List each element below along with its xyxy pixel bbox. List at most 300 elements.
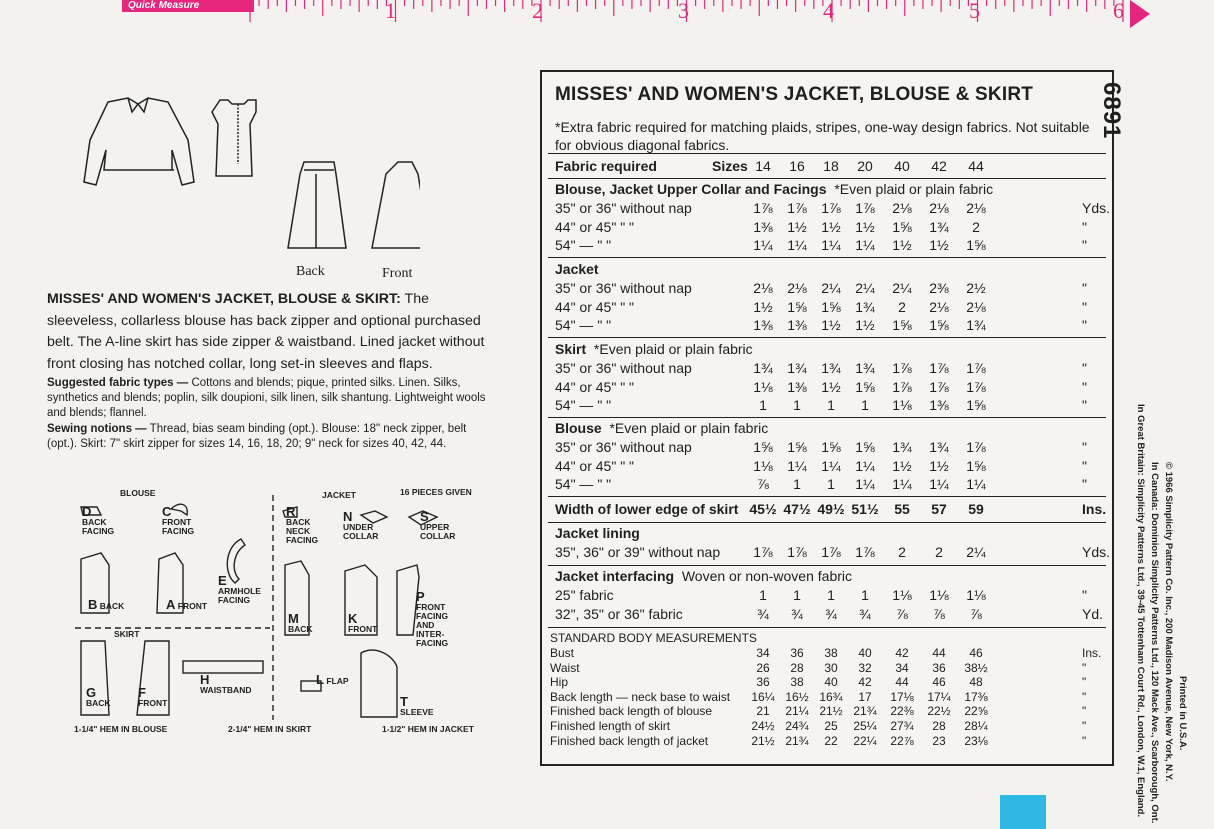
cell-value: 1⅝ <box>855 378 875 395</box>
cell-value: 40 <box>824 675 838 690</box>
cell-value: 44 <box>932 646 946 660</box>
cell-value: 16¼ <box>751 689 775 704</box>
piece-m-label: M BACK <box>288 611 313 634</box>
measurement-row <box>550 719 1104 733</box>
ruler-number: 6 <box>1113 0 1124 23</box>
cell-value: 48 <box>969 675 983 690</box>
cell-value: 28 <box>790 660 804 675</box>
cell-value: 34 <box>895 660 909 675</box>
size-header: 18 <box>823 158 839 174</box>
divider <box>548 417 1106 418</box>
cell-value: 2⅜ <box>929 280 949 296</box>
cell-value: 28¼ <box>964 719 988 733</box>
cell-value: 1⅜ <box>753 218 773 235</box>
measurement-row <box>550 690 1104 704</box>
cell-value: 1¼ <box>855 237 875 253</box>
cell-value: 1½ <box>892 237 912 253</box>
fabric-required-label: Fabric required <box>555 158 657 174</box>
cell-value: 36 <box>790 646 804 660</box>
yardage-row <box>555 299 1104 318</box>
cell-value: 1⅝ <box>929 317 949 333</box>
cell-value: 2¼ <box>821 280 841 296</box>
piece-b-label: B BACK <box>88 597 125 612</box>
unit: " <box>1082 660 1087 675</box>
cell-value: ¾ <box>757 605 769 622</box>
cell-value: 2 <box>972 218 980 235</box>
divider <box>548 627 1106 628</box>
cell-value: 36 <box>756 675 770 690</box>
cell-value: 1⅜ <box>753 317 773 333</box>
cell-value: 2⅛ <box>966 200 986 216</box>
yardage-row <box>555 237 1104 256</box>
cell-value: 1¼ <box>855 457 875 474</box>
row-label: 44" or 45" " " <box>555 378 635 395</box>
cell-value: 1⅛ <box>753 378 773 395</box>
unit: " <box>1082 476 1087 492</box>
cell-value: 16½ <box>785 689 809 704</box>
cell-value: 1⅞ <box>929 378 949 395</box>
cell-value: 55 <box>894 501 910 517</box>
size-header: 44 <box>968 158 984 174</box>
garment-illustrations <box>60 90 420 260</box>
yardage-row <box>555 360 1104 379</box>
unit: " <box>1082 587 1087 603</box>
cell-value: 21¾ <box>853 704 877 719</box>
ruler-number: 4 <box>823 0 834 23</box>
cell-value: 1⅝ <box>966 237 986 253</box>
cell-value: 1 <box>827 397 835 413</box>
description-lead: MISSES' AND WOMEN'S JACKET, BLOUSE & SKIRT: <box>47 291 401 307</box>
color-tab <box>1000 795 1046 829</box>
cell-value: 2⅛ <box>966 298 986 315</box>
row-label: 44" or 45" " " <box>555 457 635 474</box>
cell-value: 38 <box>824 646 838 660</box>
row-label: Waist <box>550 660 580 675</box>
unit: " <box>1082 704 1087 719</box>
cell-value: 17 <box>858 689 872 704</box>
cell-value: 1⅝ <box>821 298 841 315</box>
divider <box>548 153 1106 154</box>
cell-value: ¾ <box>825 605 837 622</box>
skirt-back-drawing <box>288 162 346 248</box>
cell-value: 1⅝ <box>892 218 912 235</box>
row-label: 32", 35" or 36" fabric <box>555 605 683 622</box>
ruler-number: 3 <box>678 0 689 23</box>
cell-value: 49½ <box>817 501 845 517</box>
row-label: 54" — " " <box>555 237 612 253</box>
yardage-row <box>555 200 1111 219</box>
ruler-label: Quick Measure <box>122 0 254 12</box>
cell-value: 40 <box>858 646 872 660</box>
unit: " <box>1082 237 1087 253</box>
ruler-number: 5 <box>969 0 980 23</box>
cell-value: 59 <box>968 501 984 517</box>
unit: " <box>1082 733 1087 748</box>
publisher-line-1: © 1966 Simplicity Pattern Co. Inc., 200 Madison Avenue, New York, N.Y. <box>1163 462 1174 782</box>
unit: Ins. <box>1082 501 1107 517</box>
cell-value: 44 <box>895 675 909 690</box>
divider <box>548 522 1106 523</box>
chart-note: *Extra fabric required for matching plaids, stripes, one-way design fabrics. Not suitable for obvious diagonal fabrics. <box>555 119 1090 153</box>
chart-title: MISSES' AND WOMEN'S JACKET, BLOUSE & SKIRT <box>555 84 1034 105</box>
front-label: Front <box>382 266 413 281</box>
cell-value: 45½ <box>749 501 777 517</box>
cell-value: 22⅝ <box>964 704 988 719</box>
cell-value: 2¼ <box>966 544 986 560</box>
size-header: 20 <box>857 158 873 174</box>
cell-value: 1⅛ <box>753 457 773 474</box>
cell-value: 57 <box>931 501 947 517</box>
yardage-row <box>555 379 1104 398</box>
cell-value: 1¼ <box>753 237 773 253</box>
cell-value: 1⅞ <box>821 200 841 216</box>
cell-value: 1½ <box>892 457 912 474</box>
cell-value: 32 <box>858 660 872 675</box>
hem-jacket: 1-1/2" HEM IN JACKET <box>382 724 474 734</box>
piece-h-label: H WAISTBAND <box>200 672 252 695</box>
cell-value: 23⅛ <box>964 733 988 748</box>
back-label: Back <box>296 264 325 279</box>
skirt-heading: SKIRT <box>114 629 140 639</box>
cell-value: 1 <box>861 587 869 603</box>
piece-d-label: D BACK FACING <box>82 504 115 536</box>
cell-value: 1⅞ <box>821 544 841 560</box>
cell-value: 16¾ <box>819 689 843 704</box>
ruler-arrow-icon <box>1130 0 1150 28</box>
cell-value: 2¼ <box>892 280 912 296</box>
cell-value: 21¾ <box>785 733 809 748</box>
piece-p-label: P FRONT FACING AND INTER-FACING <box>416 589 449 648</box>
row-label: 54" — " " <box>555 317 612 333</box>
piece-c-label: C FRONT FACING <box>162 504 195 536</box>
cell-value: 24½ <box>751 719 775 733</box>
cell-value: 1⅞ <box>855 200 875 216</box>
cell-value: 1½ <box>821 218 841 235</box>
cell-value: 1⅛ <box>966 587 986 603</box>
unit: " <box>1082 675 1087 690</box>
cell-value: 1 <box>861 397 869 413</box>
cell-value: 28 <box>932 719 946 733</box>
row-label: 44" or 45" " " <box>555 218 635 235</box>
row-label: 54" — " " <box>555 397 612 413</box>
publisher-line-3: In Great Britain: Simplicity Patterns Ltd., 39-45 Tottenham Court Rd., London, W.1, England. <box>1135 404 1146 818</box>
cell-value: 1 <box>793 397 801 413</box>
piece-t <box>361 650 397 717</box>
cell-value: 2 <box>898 544 906 560</box>
chart-header-row <box>555 158 1104 177</box>
cell-value: 1⅝ <box>787 439 807 455</box>
cell-value: 1¾ <box>929 439 949 455</box>
cell-value: 1⅝ <box>753 439 773 455</box>
cell-value: ¾ <box>791 605 803 622</box>
row-label: 35", 36" or 39" without nap <box>555 544 721 560</box>
yardage-row <box>555 587 1104 606</box>
unit: Yds. <box>1082 544 1111 560</box>
cell-value: 1¼ <box>787 237 807 253</box>
cell-value: 1⅛ <box>892 397 912 413</box>
cell-value: 46 <box>969 646 983 660</box>
cell-value: ⅞ <box>896 605 908 622</box>
cell-value: 38 <box>790 675 804 690</box>
cell-value: ⅞ <box>757 476 769 492</box>
row-label: 44" or 45" " " <box>555 298 635 315</box>
cell-value: 2 <box>898 298 906 315</box>
size-header: 14 <box>755 158 771 174</box>
cell-value: 1⅝ <box>821 439 841 455</box>
piece-h <box>183 661 263 673</box>
section-heading: Blouse *Even plaid or plain fabric <box>555 420 769 436</box>
section-heading: Skirt *Even plaid or plain fabric <box>555 341 753 357</box>
cell-value: 1¾ <box>855 360 875 376</box>
ruler-number: 2 <box>532 0 543 23</box>
cell-value: 21 <box>756 704 770 719</box>
cell-value: 21½ <box>751 733 775 748</box>
cell-value: 1½ <box>753 298 773 315</box>
unit: " <box>1082 689 1087 704</box>
cell-value: 1¾ <box>929 218 949 235</box>
pieces-given: 16 PIECES GIVEN <box>400 487 472 497</box>
cell-value: ⅞ <box>933 605 945 622</box>
cell-value: 1⅞ <box>753 544 773 560</box>
cell-value: 22 <box>824 733 838 748</box>
cell-value: 1⅝ <box>855 439 875 455</box>
fabric-types-lead: Suggested fabric types — <box>47 377 189 389</box>
ruler-number: 1 <box>385 0 396 23</box>
sewing-notions-lead: Sewing notions — <box>47 423 147 435</box>
row-label: 35" or 36" without nap <box>555 439 692 455</box>
cell-value: 1⅝ <box>787 298 807 315</box>
cell-value: 2⅛ <box>892 200 912 216</box>
cell-value: 1⅞ <box>892 360 912 376</box>
row-label: 54" — " " <box>555 476 612 492</box>
cell-value: 25 <box>824 719 838 733</box>
measurements-heading: STANDARD BODY MEASUREMENTS <box>550 631 757 645</box>
cell-value: 36 <box>932 660 946 675</box>
size-header: 40 <box>894 158 910 174</box>
cell-value: 42 <box>895 646 909 660</box>
row-label: Finished back length of blouse <box>550 704 713 719</box>
cell-value: 22½ <box>927 704 951 719</box>
blouse-drawing <box>212 100 256 176</box>
cell-value: 34 <box>756 646 770 660</box>
unit: " <box>1082 457 1087 474</box>
yardage-row <box>555 439 1104 458</box>
piece-e-label: E ARMHOLE FACING <box>218 573 261 605</box>
cell-value: 1⅝ <box>892 317 912 333</box>
unit: " <box>1082 378 1087 395</box>
cell-value: 38½ <box>964 660 988 675</box>
cell-value: 1 <box>759 397 767 413</box>
cell-value: 2⅛ <box>929 298 949 315</box>
cell-value: 1⅛ <box>929 587 949 603</box>
cell-value: 47½ <box>783 501 811 517</box>
cell-value: 22¼ <box>853 733 877 748</box>
printed-in: Printed in U.S.A. <box>1177 676 1188 751</box>
row-label: Width of lower edge of skirt <box>555 501 739 517</box>
cell-value: 1 <box>759 587 767 603</box>
cell-value: ¾ <box>859 605 871 622</box>
cell-value: 1⅞ <box>966 378 986 395</box>
row-label: Hip <box>550 675 569 690</box>
cell-value: 1¼ <box>787 457 807 474</box>
size-header: 42 <box>931 158 947 174</box>
piece-l-label: L FLAP <box>316 672 349 687</box>
cell-value: 2 <box>935 544 943 560</box>
cell-value: 1¾ <box>787 360 807 376</box>
cell-value: 26 <box>756 660 770 675</box>
cell-value: 42 <box>858 675 872 690</box>
cell-value: 2⅛ <box>787 280 807 296</box>
row-label: 25" fabric <box>555 587 614 603</box>
cell-value: 21½ <box>819 704 843 719</box>
unit: Ins. <box>1082 646 1102 660</box>
cell-value: 1⅛ <box>892 587 912 603</box>
piece-r-label: R BACK NECK FACING <box>286 504 319 545</box>
pattern-number: 6891 <box>1098 82 1125 140</box>
cell-value: 1½ <box>929 237 949 253</box>
cell-value: 1⅞ <box>966 439 986 455</box>
cell-value: 1¾ <box>821 360 841 376</box>
yardage-row <box>555 458 1104 477</box>
section-heading: Jacket <box>555 261 599 277</box>
cell-value: 1⅞ <box>966 360 986 376</box>
unit: " <box>1082 280 1087 296</box>
piece-s-label: S UPPER COLLAR <box>420 509 456 541</box>
cell-value: 30 <box>824 660 838 675</box>
row-label: 35" or 36" without nap <box>555 280 692 296</box>
cell-value: 1⅝ <box>966 457 986 474</box>
piece-g-label: G BACK <box>86 685 111 708</box>
cell-value: 1⅞ <box>892 378 912 395</box>
cell-value: 1⅜ <box>787 378 807 395</box>
cell-value: 2⅛ <box>929 200 949 216</box>
cell-value: 51½ <box>851 501 879 517</box>
cell-value: ⅞ <box>970 605 982 622</box>
cell-value: 1⅞ <box>753 200 773 216</box>
size-header: 16 <box>789 158 805 174</box>
measure-ruler <box>0 0 1130 22</box>
cell-value: 1¾ <box>966 317 986 333</box>
unit: " <box>1082 360 1087 376</box>
yardage-row <box>555 476 1104 495</box>
cell-value: 1⅝ <box>966 397 986 413</box>
row-label: Bust <box>550 646 575 660</box>
cell-value: 1⅞ <box>787 544 807 560</box>
cell-value: 17¼ <box>927 689 951 704</box>
hem-blouse: 1-1/4" HEM IN BLOUSE <box>74 724 168 734</box>
hem-skirt: 2-1/4" HEM IN SKIRT <box>228 724 312 734</box>
jacket-drawing <box>84 98 194 185</box>
divider <box>548 178 1106 179</box>
yardage-row <box>555 219 1104 238</box>
unit: " <box>1082 298 1087 315</box>
yardage-row <box>555 317 1104 336</box>
cell-value: 46 <box>932 675 946 690</box>
cell-value: 27¾ <box>890 719 914 733</box>
jacket-heading: JACKET <box>322 490 357 500</box>
piece-n-label: N UNDER COLLAR <box>343 509 379 541</box>
cell-value: 17⅜ <box>964 689 988 704</box>
cell-value: 1⅜ <box>929 397 949 413</box>
cell-value: 1¾ <box>855 298 875 315</box>
cell-value: 24¾ <box>785 719 809 733</box>
sizes-label: Sizes <box>712 158 748 174</box>
cell-value: 1⅜ <box>787 317 807 333</box>
sewing-notions <box>47 422 497 452</box>
cell-value: 2½ <box>966 280 986 296</box>
cell-value: 1½ <box>929 457 949 474</box>
cell-value: 1⅞ <box>929 360 949 376</box>
yardage-row <box>555 606 1104 625</box>
cell-value: 1⅞ <box>855 544 875 560</box>
divider <box>548 565 1106 566</box>
fabric-types <box>47 376 497 421</box>
cell-value: 1¾ <box>892 439 912 455</box>
measurement-row <box>550 646 1104 660</box>
cell-value: 22⅜ <box>890 704 914 719</box>
cell-value: 25¼ <box>853 719 877 733</box>
cell-value: 1 <box>827 587 835 603</box>
cell-value: 1¼ <box>821 457 841 474</box>
unit: Yds. <box>1082 200 1111 216</box>
measurement-row <box>550 734 1104 748</box>
cell-value: 23 <box>932 733 946 748</box>
yardage-row <box>555 280 1104 299</box>
cell-value: 1½ <box>855 317 875 333</box>
blouse-heading: BLOUSE <box>120 488 156 498</box>
unit: " <box>1082 397 1087 413</box>
section-heading: Blouse, Jacket Upper Collar and Facings *Even plaid or plain fabric <box>555 181 994 197</box>
piece-k-label: K FRONT <box>348 611 378 634</box>
cell-value: 22⅞ <box>890 733 914 748</box>
pattern-description <box>47 289 497 375</box>
cell-value: 1¼ <box>821 237 841 253</box>
description-body: The sleeveless, collarless blouse has back zipper and optional purchased belt. The A-line skirt has side zipper & waistband. Lined jacket without front closing has notched collar, long set-in sleeves and flaps. <box>47 291 485 372</box>
cell-value: 1¼ <box>892 476 912 492</box>
row-label: Back length — neck base to waist <box>550 689 731 704</box>
row-label: 35" or 36" without nap <box>555 360 692 376</box>
publisher-line-2: In Canada: Dominion Simplicity Patterns Ltd., 120 Mack Ave., Scarborough, Ont. <box>1149 462 1160 824</box>
cell-value: 1 <box>793 476 801 492</box>
cell-value: 17⅛ <box>890 689 914 704</box>
cell-value: 1¼ <box>929 476 949 492</box>
measurement-row <box>550 675 1104 689</box>
fabric-types-body: Cottons and blends; pique, printed silks. Linen. Silks, synthetics and blends; poplin, silk doupioni, silk linen, silk shantung. Lightweight wools and blends; flannel. <box>47 377 486 419</box>
cell-value: 2¼ <box>855 280 875 296</box>
divider <box>548 337 1106 338</box>
cell-value: 1 <box>793 587 801 603</box>
cell-value: 1¼ <box>966 476 986 492</box>
row-label: Finished length of skirt <box>550 719 671 733</box>
cell-value: 1⅞ <box>787 200 807 216</box>
sewing-notions-body: Thread, bias seam binding (opt.). Blouse: 18" neck zipper, belt (opt.). Skirt: 7" skirt zipper for sizes 14, 16, 18, 20; 9" neck for sizes 40, 42, 44. <box>47 423 467 450</box>
divider <box>548 496 1106 497</box>
cell-value: 1½ <box>821 317 841 333</box>
measurement-row <box>550 704 1104 718</box>
yardage-row <box>555 397 1104 416</box>
piece-a-label: A FRONT <box>166 597 208 612</box>
piece-f-label: F FRONT <box>138 685 168 708</box>
yardage-chart <box>540 70 1114 766</box>
skirt-width-row <box>555 501 1107 520</box>
section-heading: Jacket lining <box>555 525 640 541</box>
divider <box>548 257 1106 258</box>
row-label: 35" or 36" without nap <box>555 200 692 216</box>
cell-value: 1½ <box>787 218 807 235</box>
cell-value: 1¾ <box>753 360 773 376</box>
unit: " <box>1082 317 1087 333</box>
skirt-front-drawing <box>372 162 420 248</box>
